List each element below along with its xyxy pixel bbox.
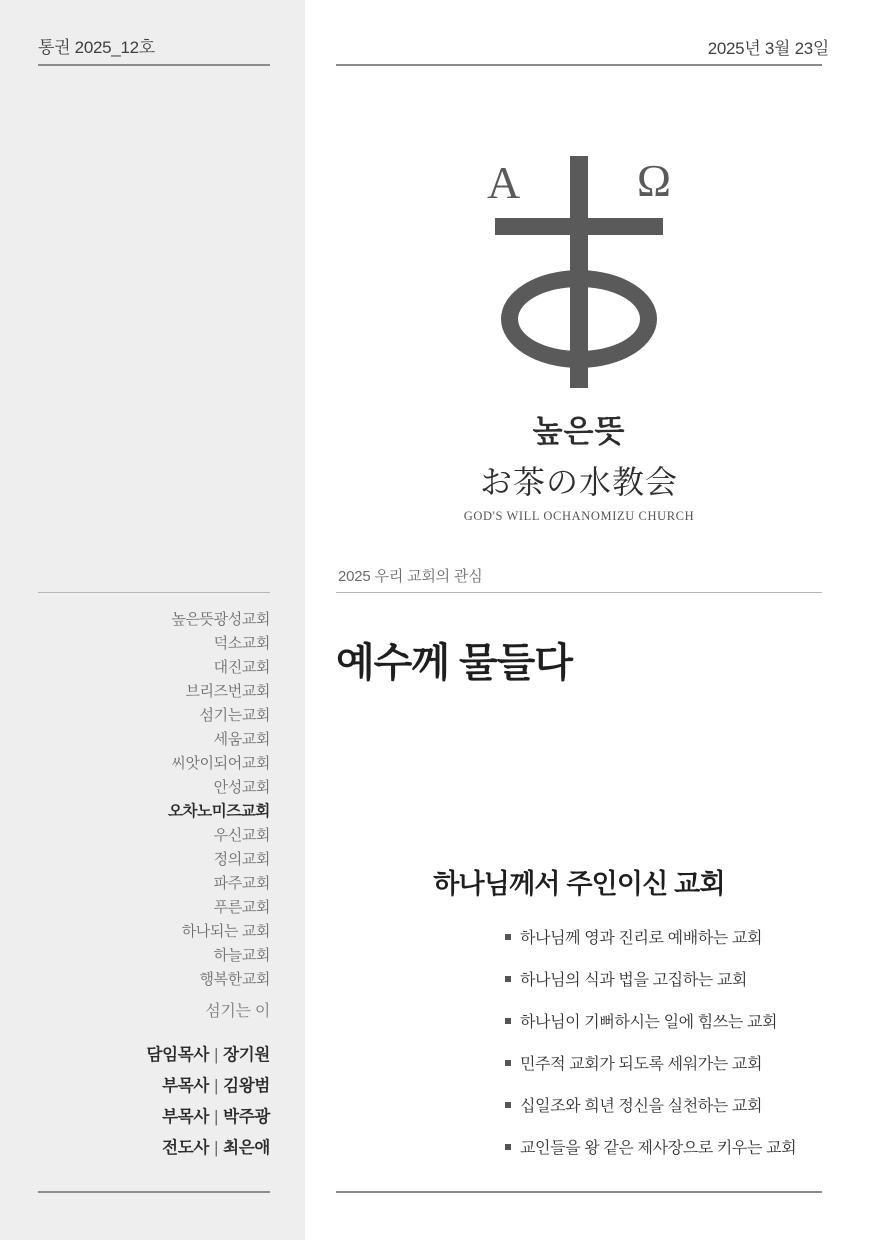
issue-number: 통권 2025_12호: [38, 38, 155, 57]
list-item[interactable]: 세움교회: [213, 731, 270, 748]
staff-separator: |: [214, 1108, 219, 1126]
list-item[interactable]: 안성교회: [213, 779, 270, 796]
staff-role: 전도사: [162, 1139, 210, 1157]
staff-name: 박주광: [223, 1108, 270, 1126]
sidebar: [0, 0, 305, 1240]
list-item[interactable]: 높은뜻광성교회: [171, 611, 270, 628]
list-item[interactable]: 씨앗이되어교회: [171, 755, 270, 772]
vision-item-text: 하나님이 기뻐하시는 일에 힘쓰는 교회: [520, 1014, 778, 1031]
list-item: [505, 1002, 796, 1044]
list-item: [505, 1044, 796, 1086]
list-item: [505, 918, 796, 960]
vision-title: 하나님께서 주인이신 교회: [433, 869, 725, 899]
main-panel: [305, 0, 874, 1240]
vision-item-text: 민주적 교회가 되도록 세워가는 교회: [520, 1056, 763, 1073]
staff-separator: |: [214, 1046, 219, 1064]
staff-separator: |: [214, 1139, 219, 1157]
ellipse-ring-icon: [501, 270, 657, 368]
sidebar-divider-bottom: [38, 1191, 270, 1193]
staff-name: 김왕범: [223, 1077, 270, 1095]
square-bullet-icon: [505, 976, 511, 982]
list-item[interactable]: 덕소교회: [213, 635, 270, 652]
list-item[interactable]: 우신교회: [213, 827, 270, 844]
staff-name: 최은애: [223, 1139, 270, 1157]
square-bullet-icon: [505, 934, 511, 940]
list-item: [0, 1071, 270, 1102]
list-item: [0, 1133, 270, 1164]
logo-english-name: GOD'S WILL OCHANOMIZU CHURCH: [463, 509, 695, 523]
square-bullet-icon: [505, 1060, 511, 1066]
servants-heading: 섬기는 이: [205, 1003, 270, 1020]
staff-list: [0, 1040, 270, 1164]
list-item[interactable]: 브리즈번교회: [185, 683, 270, 700]
cross-horizontal-bar: [495, 218, 663, 235]
list-item-current[interactable]: 오차노미즈교회: [167, 803, 270, 820]
staff-role: 부목사: [162, 1108, 210, 1126]
church-logo: [336, 140, 822, 524]
sidebar-divider-middle: [38, 592, 270, 593]
list-item[interactable]: 정의교회: [213, 851, 270, 868]
main-divider-top: [336, 64, 822, 66]
list-item[interactable]: 하나되는 교회: [181, 923, 270, 940]
cross-logo-icon: [469, 140, 689, 400]
staff-separator: |: [214, 1077, 219, 1095]
list-item[interactable]: 대진교회: [213, 659, 270, 676]
vision-item-text: 하나님께 영과 진리로 예배하는 교회: [520, 930, 763, 947]
list-item: [505, 960, 796, 1002]
list-item: [505, 1128, 796, 1170]
bulletin-date: 2025년 3월 23일: [707, 39, 829, 58]
sidebar-divider-top: [38, 64, 270, 66]
vision-item-text: 하나님의 식과 법을 고집하는 교회: [520, 972, 747, 989]
logo-korean-name: 높은뜻: [532, 414, 626, 449]
theme-year-label: 2025 우리 교회의 관심: [338, 568, 483, 585]
staff-role: 부목사: [162, 1077, 210, 1095]
omega-icon: Ω: [636, 155, 671, 206]
list-item: [0, 1102, 270, 1133]
square-bullet-icon: [505, 1102, 511, 1108]
staff-name: 장기원: [223, 1046, 270, 1064]
logo-japanese-name: お茶の水教会: [479, 463, 678, 501]
square-bullet-icon: [505, 1144, 511, 1150]
vision-list: [505, 918, 796, 1170]
square-bullet-icon: [505, 1018, 511, 1024]
list-item[interactable]: 행복한교회: [199, 971, 270, 988]
list-item[interactable]: 파주교회: [213, 875, 270, 892]
main-divider-bottom: [336, 1191, 822, 1193]
church-list: [0, 608, 270, 992]
list-item: [505, 1086, 796, 1128]
alpha-icon: Α: [487, 157, 521, 208]
list-item[interactable]: 하늘교회: [213, 947, 270, 964]
staff-role: 담임목사: [146, 1046, 210, 1064]
vision-item-text: 십일조와 희년 정신을 실천하는 교회: [520, 1098, 763, 1115]
page-title: 예수께 물들다: [336, 640, 572, 685]
main-divider-middle: [336, 592, 822, 593]
list-item: [0, 1040, 270, 1071]
vision-item-text: 교인들을 왕 같은 제사장으로 키우는 교회: [520, 1140, 797, 1157]
list-item[interactable]: 섬기는교회: [199, 707, 270, 724]
list-item[interactable]: 푸른교회: [213, 899, 270, 916]
